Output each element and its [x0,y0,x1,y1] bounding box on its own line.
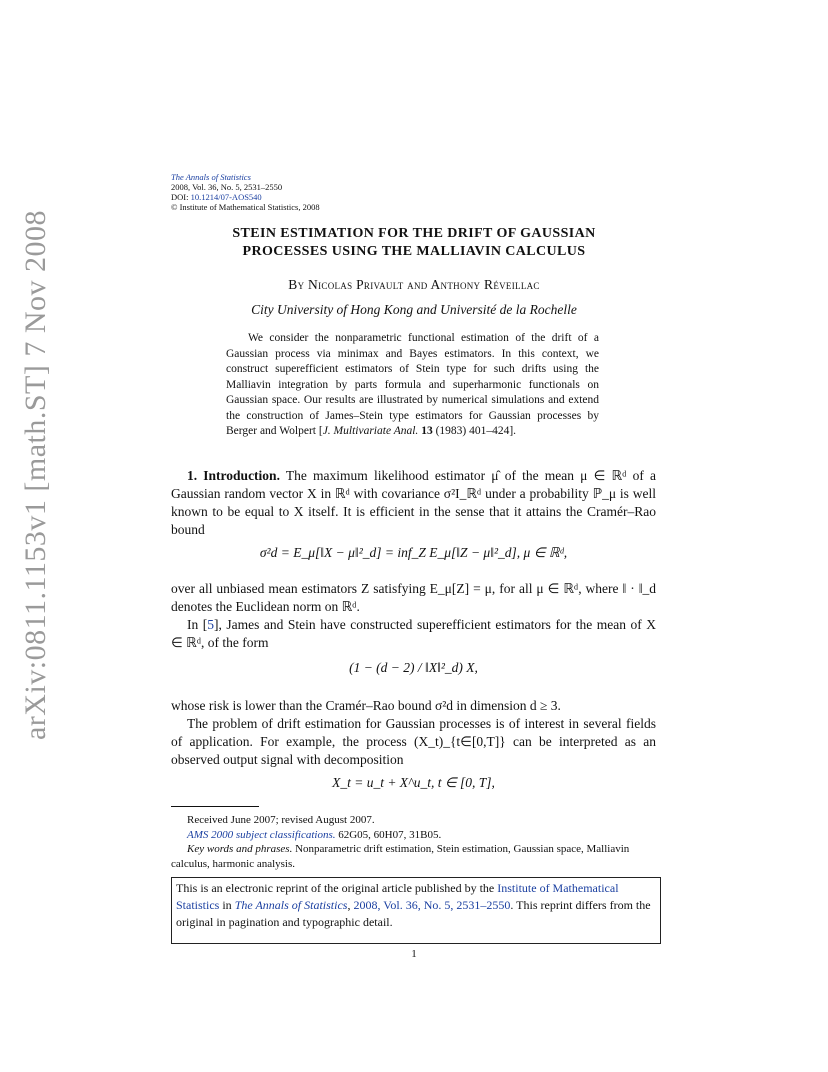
ref-link-5[interactable]: 5 [207,617,215,632]
intro-paragraph-3: In [5], James and Stein have constructed superefficient estimators for the mean of X ∈ ℝᵈ, of the form [171,617,656,650]
section-heading: 1. Introduction. [187,468,280,483]
reprint-notice: This is an electronic reprint of the original article published by the Institute of Mathematical Statistics in The Annals of Statistics, 2008, Vol. 36, No. 5, 2531–2550. This reprint differs from the original in pagination and typographic detail. [171,877,661,944]
journal-copyright: © Institute of Mathematical Statistics, 2008 [171,202,320,212]
equation-2: (1 − (d − 2) / ‖X‖²_d) X, [349,660,478,675]
paper-title [160,225,668,261]
journal-doi: DOI: 10.1214/07-AOS540 [171,192,262,202]
intro-paragraph-1: 1. Introduction. The maximum likelihood estimator μ̂ of the mean μ ∈ ℝᵈ of a Gaussian random vector X in ℝᵈ with covariance σ²I_ℝᵈ under a probability ℙ_μ is well known to be equal to X itself. It is efficient in the sense that it attains the Cramér–Rao bound [171,468,656,537]
abstract-ref-volume: 13 [421,425,433,437]
abstract-ref-journal: J. Multivariate Anal. [322,425,419,437]
journal-name[interactable]: The Annals of Statistics [171,172,251,182]
ams-link[interactable]: AMS 2000 subject classifications. [187,828,336,841]
journal-volume: 2008, Vol. 36, No. 5, 2531–2550 [171,182,283,192]
title-line-1: STEIN ESTIMATION FOR THE DRIFT OF GAUSSIAN [232,226,596,241]
affiliation: City University of Hong Kong and Université de la Rochelle [251,302,577,317]
keywords: Key words and phrases. Nonparametric drift estimation, Stein estimation, Gaussian space, Malliavin calculus, harmonic analysis. [171,843,630,870]
journal-link[interactable]: The Annals of Statistics [234,898,348,912]
publisher-link[interactable]: Institute of Mathematical Statistics [176,881,619,912]
abstract: We consider the nonparametric functional estimation of the drift of a Gaussian process via minimax and Bayes estimators. In this context, we construct superefficient estimators of Stein type for such drifts using the Malliavin integration by parts formula and superharmonic functionals on Gaussian space. Our results are illustrated by numerical simulations and extend the construction of James–Stein type estimators for Gaussian processes by Berger and Wolpert [J. Multivariate Anal. 13 (1983) 401–424]. [226,332,599,437]
doi-link[interactable]: 10.1214/07-AOS540 [190,192,262,202]
ams-classification: AMS 2000 subject classifications. 62G05, 60H07, 31B05. [187,828,442,841]
footnotes [171,813,656,871]
page-number: 1 [411,948,417,960]
arxiv-stamp [12,209,60,741]
title-line-2: PROCESSES USING THE MALLIAVIN CALCULUS [242,244,586,259]
equation-1: σ²d = E_μ[‖X − μ‖²_d] = inf_Z E_μ[‖Z − μ‖²_d], μ ∈ ℝᵈ, [259,545,568,560]
intro-paragraph-5: The problem of drift estimation for Gaussian processes is of interest in several fields of application. For example, the process (X_t)_{t∈[0,T]} can be interpreted as an observed output signal with decomposition [171,716,656,767]
authors: By Nicolas Privault and Anthony Réveillac [288,277,540,292]
received-date: Received June 2007; revised August 2007. [187,814,375,826]
equation-3: X_t = u_t + X^u_t, t ∈ [0, T], [332,775,495,790]
intro-paragraph-2: over all unbiased mean estimators Z satisfying E_μ[Z] = μ, for all μ ∈ ℝᵈ, where ‖ · ‖_d denotes the Euclidean norm on ℝᵈ. In [5], James and Stein have constructed superefficient estimators for the mean of X ∈ ℝᵈ, of the form [171,581,656,650]
volume-link[interactable]: 2008, Vol. 36, No. 5, 2531–2550 [353,898,511,912]
footnote-rule [171,806,259,807]
arxiv-id: arXiv:0811.1153v1 [math.ST] 7 Nov 2008 [19,209,52,741]
intro-paragraph-4: whose risk is lower than the Cramér–Rao bound σ²d in dimension d ≥ 3. The problem of drift estimation for Gaussian processes is of interest in several fields of application. For example, the process (X_t)_{t∈[0,T]} can be interpreted as an observed output signal with decomposition [171,698,656,767]
journal-header [171,172,320,212]
